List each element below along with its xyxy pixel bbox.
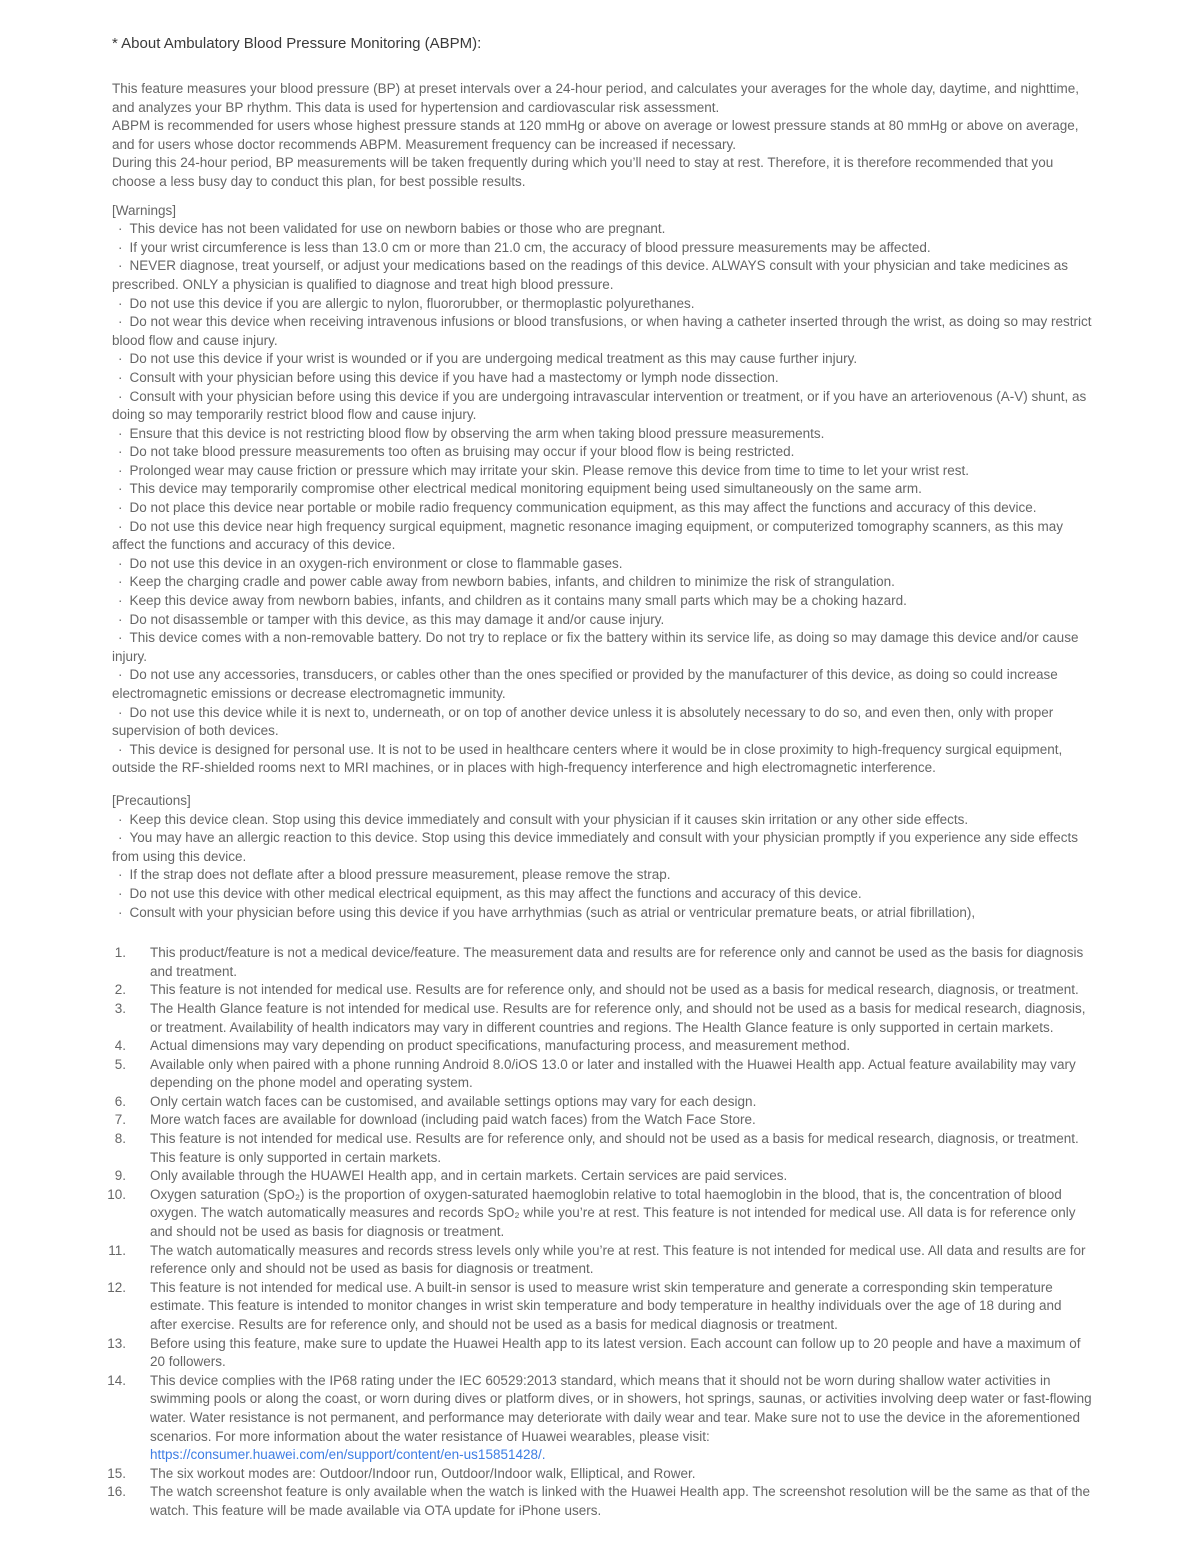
warning-item-text: Do not use this device if you are allergic to nylon, fluororubber, or thermoplastic polyurethanes. (129, 295, 695, 311)
warning-item-text: Do not use this device if your wrist is wounded or if you are undergoing medical treatment as this may cause further injury. (129, 351, 858, 367)
footnote-item (107, 1372, 1092, 1465)
footnote-item (112, 1111, 1092, 1130)
bullet-icon: · (118, 741, 123, 757)
warning-item-text: This device comes with a non-removable battery. Do not try to replace or fix the battery within its service life, as doing so may damage this device and/or cause injury. (112, 630, 1079, 664)
warnings-heading: [Warnings] (112, 202, 177, 218)
bullet-icon: · (118, 611, 123, 627)
precaution-item (112, 904, 1092, 923)
bullet-icon: · (118, 630, 123, 646)
bullet-icon: · (118, 518, 123, 534)
precautions-heading: [Precautions] (112, 792, 191, 808)
precaution-item-text: Keep this device clean. Stop using this device immediately and consult with your physician if it causes skin irritation or any other side effects. (129, 811, 969, 827)
bullet-icon: · (118, 351, 123, 367)
footnote-item (112, 1037, 1092, 1056)
footnote-body (150, 1242, 1092, 1279)
bullet-icon: · (118, 555, 123, 571)
footnote-text: This device complies with the IP68 rating under the IEC 60529:2013 standard, which means that it should not be worn during shallow water activities in swimming pools or along the coast, or worn during dives or platform dives, or in showers, hot springs, saunas, or activities involving deep water or fast-flowing water. Water resistance is not permanent, and performance may deteriorate with daily wear and tear. Make sure not to use the device in the aforementioned scenarios. For more information about the water resistance of Huawei wearables, please visit: (150, 1372, 1092, 1444)
warning-item-text: Do not use this device near high frequency surgical equipment, magnetic resonance imaging equipment, or computerized tomography scanners, as this may affect the functions and accuracy of this device. (112, 518, 1064, 553)
bullet-icon: · (118, 314, 123, 330)
footnote-text: The Health Glance feature is not intended for medical use. Results are for reference only, and should not be used as a basis for medical research, diagnosis, or treatment. Availability of health indicators may vary in different countries and regions. The Health Glance feature is only supported in certain markets. (150, 1000, 1086, 1035)
warning-item (112, 629, 1092, 666)
footnote-body (150, 1465, 1092, 1484)
footnote-item (112, 1167, 1092, 1186)
precaution-item-text: Consult with your physician before using this device if you have arrhythmias (such as atrial or ventricular premature beats, or atrial fibrillation), (129, 904, 976, 920)
footnote-body (150, 1056, 1092, 1093)
footnote-item (107, 1279, 1092, 1335)
warning-item (112, 555, 1092, 574)
warning-item-text: Do not disassemble or tamper with this device, as this may damage it and/or cause injury. (129, 611, 665, 627)
precautions-list (112, 811, 1092, 923)
intro-paragraph: During this 24-hour period, BP measurements will be taken frequently during which you’ll need to stay at rest. Therefore, it is therefore recommended that you choose a less busy day to conduct this plan, for best possible results. (112, 155, 1054, 189)
bullet-icon: · (118, 593, 123, 609)
footnote-body (150, 1483, 1092, 1520)
footnote-item (112, 1130, 1092, 1167)
bullet-icon: · (118, 811, 123, 827)
footnote-body (150, 1279, 1092, 1335)
footnote-number: 5. (114, 1056, 126, 1072)
warning-item-text: Ensure that this device is not restricting blood flow by observing the arm when taking blood pressure measurements. (129, 425, 825, 441)
warning-item (112, 611, 1092, 630)
footnote-text: Only certain watch faces can be customised, and available settings options may vary for each design. (150, 1093, 757, 1109)
footnote-item (112, 1093, 1092, 1112)
bullet-icon: · (118, 574, 123, 590)
footnote-item (112, 1056, 1092, 1093)
warning-item (112, 704, 1092, 741)
warning-item (112, 313, 1092, 350)
footnote-item (108, 1242, 1092, 1279)
footnote-number: 2. (114, 982, 126, 998)
bullet-icon: · (118, 667, 123, 683)
warning-item-text: NEVER diagnose, treat yourself, or adjust your medications based on the readings of this device. ALWAYS consult with your physician and take medicines as prescribed. ONLY a physician is qualified to diagnose and treat high blood pressure. (112, 258, 1068, 292)
footnote-text: Only available through the HUAWEI Health app, and in certain markets. Certain services are paid services. (150, 1168, 788, 1184)
warning-item (112, 592, 1092, 611)
intro-paragraph: This feature measures your blood pressure (BP) at preset intervals over a 24-hour period, and calculates your averages for the whole day, daytime, and nighttime, and analyzes your BP rhythm. This data is used for hypertension and cardiovascular risk assessment. (112, 81, 1080, 115)
precaution-item-text: Do not use this device with other medical electrical equipment, as this may affect the functions and accuracy of this device. (129, 885, 862, 901)
bullet-icon: · (118, 258, 123, 274)
footnote-number: 14. (107, 1372, 126, 1388)
warning-item (112, 666, 1092, 703)
bullet-icon: · (118, 481, 123, 497)
warning-item (112, 499, 1092, 518)
footnote-text: Actual dimensions may vary depending on product specifications, manufacturing process, and measurement method. (150, 1038, 851, 1054)
footnote-number: 1. (114, 945, 126, 961)
warning-item-text: If your wrist circumference is less than 13.0 cm or more than 21.0 cm, the accuracy of blood pressure measurements may be affected. (129, 239, 931, 255)
warning-item (112, 295, 1092, 314)
bullet-icon: · (118, 221, 123, 237)
footnotes-list (107, 944, 1092, 1520)
footnote-text: This feature is not intended for medical use. Results are for reference only, and should not be used as a basis for medical research, diagnosis, or treatment. This feature is only supported in certain markets. (150, 1131, 1079, 1165)
warning-item (112, 518, 1092, 555)
precaution-item (112, 866, 1092, 885)
warning-item-text: This device has not been validated for use on newborn babies or those who are pregnant. (129, 221, 666, 237)
warning-item-text: Do not use any accessories, transducers, or cables other than the ones specified or provided by the manufacturer of this device, as doing so could increase electromagnetic emissions or decrease electromagnetic immunity. (112, 667, 1058, 701)
warning-item (112, 462, 1092, 481)
footnote-text: Oxygen saturation (SpO₂) is the proportion of oxygen-saturated haemoglobin relative to total haemoglobin in the blood, that is, the concentration of blood oxygen. The watch automatically measures and records SpO₂ while you’re at rest. This feature is not intended for medical use. All data is for reference only and should not be used as basis for diagnosis or treatment. (150, 1186, 1076, 1240)
warning-item-text: Keep this device away from newborn babies, infants, and children as it contains many small parts which may be a choking hazard. (129, 593, 907, 609)
bullet-icon: · (118, 388, 123, 404)
bullet-icon: · (118, 830, 123, 846)
footnote-text: This feature is not intended for medical use. Results are for reference only, and should not be used as a basis for medical research, diagnosis, or treatment. (150, 982, 1079, 998)
footnote-body (150, 1167, 1092, 1186)
footnote-number: 8. (114, 1131, 126, 1147)
footnote-item (107, 1465, 1092, 1484)
footnote-text: More watch faces are available for download (including paid watch faces) from the Watch Face Store. (150, 1112, 756, 1128)
warning-item-text: Consult with your physician before using this device if you are undergoing intravascular intervention or treatment, or if you have an arteriovenous (A-V) shunt, as doing so may temporarily restrict blood flow and cause injury. (112, 388, 1087, 423)
intro-paragraph: ABPM is recommended for users whose highest pressure stands at 120 mmHg or above on average or lowest pressure stands at 80 mmHg or above on average, and for users whose doctor recommends ABPM. Measurement frequency can be increased if necessary. (112, 118, 1079, 152)
footnote-number: 12. (107, 1279, 126, 1295)
bullet-icon: · (118, 425, 123, 441)
bullet-icon: · (118, 295, 123, 311)
warning-item-text: Prolonged wear may cause friction or pressure which may irritate your skin. Please remove this device from time to time to let your wrist rest. (129, 462, 970, 478)
footnote-number: 16. (107, 1484, 126, 1500)
footnote-number: 6. (114, 1093, 126, 1109)
warning-item (112, 388, 1092, 425)
warning-item-text: Consult with your physician before using this device if you have had a mastectomy or lymph node dissection. (129, 369, 779, 385)
footnote-item (107, 1483, 1092, 1520)
footnote-text: This product/feature is not a medical device/feature. The measurement data and results are for reference only and cannot be used as the basis for diagnosis and treatment. (150, 945, 1084, 979)
warning-item-text: Do not wear this device when receiving intravenous infusions or blood transfusions, or when having a catheter inserted through the wrist, as doing so may restrict blood flow and cause injury. (112, 314, 1092, 348)
footnote-body (150, 1130, 1092, 1167)
precaution-item (112, 811, 1092, 830)
footnote-item (112, 944, 1092, 981)
warning-item (112, 239, 1092, 258)
warning-item-text: Do not take blood pressure measurements too often as bruising may occur if your blood flow is being restricted. (129, 444, 795, 460)
warning-item (112, 220, 1092, 239)
footnote-item (112, 1000, 1092, 1037)
precaution-item (112, 885, 1092, 904)
footnote-text: The watch automatically measures and records stress levels only while you’re at rest. This feature is not intended for medical use. All data and results are for reference only and should not be used as basis for diagnosis or treatment. (150, 1242, 1086, 1277)
footnote-text: Before using this feature, make sure to update the Huawei Health app to its latest version. Each account can follow up to 20 people and have a maximum of 20 followers. (150, 1335, 1081, 1370)
footnote-body (150, 1186, 1092, 1242)
footnote-number: 10. (107, 1186, 126, 1202)
warning-item-text: This device is designed for personal use. It is not to be used in healthcare centers where it would be in close proximity to high-frequency surgical equipment, outside the RF-shielded rooms next to MRI machines, or in places with high-frequency interference and high electromagnetic interference. (112, 741, 1063, 776)
bullet-icon: · (118, 462, 123, 478)
footnote-body (150, 944, 1092, 981)
warning-item-text: Keep the charging cradle and power cable away from newborn babies, infants, and children to minimize the risk of strangulation. (129, 574, 895, 590)
footnote-item (112, 981, 1092, 1000)
footnote-item (107, 1186, 1092, 1242)
page-title: * About Ambulatory Blood Pressure Monitoring (ABPM): (112, 35, 482, 52)
precaution-item-text: If the strap does not deflate after a blood pressure measurement, please remove the strap. (129, 867, 671, 883)
warning-item (112, 257, 1092, 294)
warning-item (112, 573, 1092, 592)
warning-item (112, 369, 1092, 388)
footnote-body (150, 1111, 1092, 1130)
bullet-icon: · (118, 704, 123, 720)
footnote-body (150, 981, 1092, 1000)
warning-item (112, 741, 1092, 778)
footnote-body (150, 1037, 1092, 1056)
intro-section (112, 80, 1092, 192)
warnings-list (112, 220, 1092, 778)
bullet-icon: · (118, 904, 123, 920)
support-link[interactable]: https://consumer.huawei.com/en/support/content/en-us15851428/. (150, 1447, 546, 1463)
warning-item (112, 425, 1092, 444)
warning-item (112, 443, 1092, 462)
footnote-number: 13. (107, 1335, 126, 1351)
footnote-number: 15. (107, 1465, 126, 1481)
bullet-icon: · (118, 444, 123, 460)
warning-item (112, 350, 1092, 369)
bullet-icon: · (118, 500, 123, 516)
footnote-text: Available only when paired with a phone running Android 8.0/iOS 13.0 or later and installed with the Huawei Health app. Actual feature availability may vary depending on the phone model and operating system. (150, 1056, 1076, 1091)
bullet-icon: · (118, 239, 123, 255)
footnote-body (150, 1000, 1092, 1037)
footnote-body (150, 1335, 1092, 1372)
footnote-text: The six workout modes are: Outdoor/Indoor run, Outdoor/Indoor walk, Elliptical, and Rower. (150, 1465, 696, 1481)
footnote-body (150, 1093, 1092, 1112)
bullet-icon: · (118, 885, 123, 901)
bullet-icon: · (118, 369, 123, 385)
footnote-body (150, 1372, 1092, 1465)
bullet-icon: · (118, 867, 123, 883)
footnote-number: 4. (114, 1038, 126, 1054)
footnote-text: This feature is not intended for medical use. A built-in sensor is used to measure wrist skin temperature and generate a corresponding skin temperature estimate. This feature is intended to monitor changes in wrist skin temperature and body temperature in healthy individuals over the age of 18 during and after exercise. Results are for reference only, and should not be used as a basis for medical diagnosis or treatment. (150, 1279, 1062, 1332)
footnote-number: 11. (108, 1242, 126, 1258)
footnote-number: 3. (114, 1000, 126, 1016)
warning-item-text: Do not use this device in an oxygen-rich environment or close to flammable gases. (129, 555, 623, 571)
warning-item (112, 480, 1092, 499)
warning-item-text: This device may temporarily compromise other electrical medical monitoring equipment being used simultaneously on the same arm. (129, 481, 922, 497)
footnote-text: The watch screenshot feature is only available when the watch is linked with the Huawei Health app. The screenshot resolution will be the same as that of the watch. This feature will be made available via OTA update for iPhone users. (150, 1484, 1091, 1518)
warning-item-text: Do not place this device near portable or mobile radio frequency communication equipment, as this may affect the functions and accuracy of this device. (129, 500, 1037, 516)
precaution-item-text: You may have an allergic reaction to this device. Stop using this device immediately and consult with your physician promptly if you experience any side effects from using this device. (112, 830, 1079, 864)
footnote-number: 7. (114, 1112, 126, 1128)
warning-item-text: Do not use this device while it is next to, underneath, or on top of another device unless it is absolutely necessary to do so, and even then, only with proper supervision of both devices. (112, 704, 1054, 739)
precaution-item (112, 829, 1092, 866)
footnote-number: 9. (114, 1168, 126, 1184)
footnote-item (107, 1335, 1092, 1372)
